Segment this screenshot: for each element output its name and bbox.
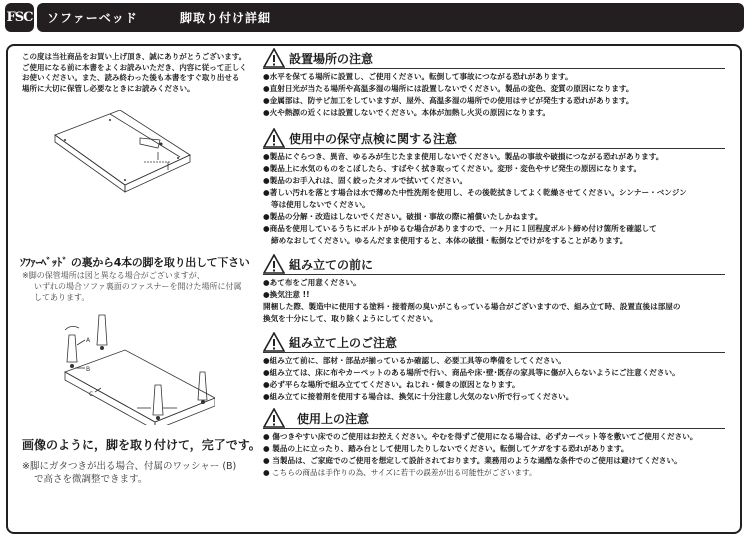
page-title: 脚取り付け詳細	[180, 11, 272, 25]
caution-item: ●製品の分解・改造はしないでください。破損・事故の際に補償いたしかねます。	[263, 212, 543, 221]
caution-item: ●著しい汚れを落とす場合は水で薄めた中性洗剤を使用し、その後乾拭きしてよく乾燥させてください。シンナー・ベンジン	[263, 188, 687, 197]
intro-line: ご使用になる前に本書をよくお読みいただき、内容に従って正しく	[22, 62, 247, 72]
completion-note	[22, 460, 262, 486]
header-bar	[37, 3, 744, 32]
caution-item: ●必ず平らな場所で組み立ててください。ねじれ・傾きの原因となります。	[263, 380, 520, 389]
caution-item-cont: 締めなおしてください。ゆるんだまま使用すると、本体の破損・転倒などでけがをすることがあります。	[271, 236, 628, 245]
sofa-underside-illustration	[40, 110, 200, 210]
caution-item: ●組み立てに接着剤を使用する場合は、換気に十分注意し火気のない所で行ってください。	[263, 392, 574, 401]
intro-line: お使いください。また、読み終わった後も本書をすぐ取り出せる	[22, 73, 240, 82]
caution-item: ●組み立ては、床に布やカーペットのある場所で行い、商品や床･壁･既存の家具等に傷が入らないようにご注意ください。	[263, 368, 680, 377]
intro-line: この度は当社商品をお買い上げ頂き、誠にありがとうございます。	[22, 52, 247, 61]
warning-icon	[263, 408, 285, 428]
caution-item: ●組み立て前に、部材・部品が揃っているか確認し、必要工具等の準備をしてください。	[263, 356, 566, 365]
note-line: で高さを微調整できます。	[34, 474, 148, 485]
caution-item: ● 傷つきやすい床でのご使用はお控えください。やむを得ずご使用になる場合は、必ずカーペット等を敷いてご使用ください。	[263, 432, 698, 441]
caution-item: ●直射日光が当たる場所や高温多湿の場所には設置しないでください。製品の変色、変質の原因になります。	[263, 84, 634, 93]
caution-item: ● 当製品は、ご家庭でのご使用を想定して設計されております。業務用のような過酷な条件でのご使用は避けてください。	[263, 456, 682, 465]
intro-line: 場所に大切に保管し必要なときにお読みください。	[22, 83, 195, 93]
section-title: 使用上の注意	[297, 412, 370, 426]
caution-item: ● 製品の上に立ったり、踏み台として使用したりしないでください。転倒してケガをする恐れがあります。	[263, 444, 629, 453]
warning-icon	[263, 128, 285, 148]
label-b: B	[86, 366, 91, 373]
brand-logo: FSC	[5, 3, 34, 32]
caution-item: ● こちらの商品は手作りの為、サイズに若干の誤差が出る可能性がございます。	[263, 468, 537, 477]
note-line: ※脚にガタつきが出る場合、付属のワッシャー (B)	[22, 461, 237, 472]
label-c: C	[89, 391, 94, 398]
section-title: 組み立て上のご注意	[289, 336, 398, 350]
note-line: してあります。	[34, 293, 90, 302]
caution-item: ●水平を保てる場所に設置し、ご使用ください。転倒して事故につながる恐れがあります。	[263, 72, 573, 81]
caution-item: ●製品上に水気のものをこぼしたら、すばやく拭き取ってください。変形・変色やサビ発生の原因になります。	[263, 164, 642, 173]
caution-item: ●火や熱源の近くには設置しないでください。本体が加熱し火災の原因になります。	[263, 108, 550, 117]
section-installation	[263, 46, 725, 119]
caution-item: ●製品にぐらつき、異音、ゆるみが生じたまま使用しないでください。製品の事故や破損につながる恐れがあります。	[263, 152, 664, 161]
leg-attachment-illustration	[55, 310, 215, 425]
label-a: A	[86, 337, 91, 344]
caution-item: 換気を十分にして、取り除くようにしてください。	[263, 314, 438, 323]
section-before-assembly	[263, 252, 725, 325]
warning-icon	[263, 48, 285, 68]
section-title: 設置場所の注意	[289, 52, 374, 66]
caution-item: ●製品のお手入れは、固く絞ったタオルで拭いてください。	[263, 176, 468, 185]
caution-item: ●換気注意 !!	[263, 290, 310, 299]
section-maintenance	[263, 126, 725, 247]
caution-item: ●あて布をご用意ください。	[263, 278, 361, 287]
section-usage-cautions	[263, 406, 725, 479]
note-line: いずれの場合ソファ裏面のファスナーを開けた場所に付属	[34, 282, 242, 291]
section-assembly-cautions	[263, 330, 725, 403]
product-name: ソファーベッド	[47, 11, 138, 25]
section-title: 使用中の保守点検に関する注意	[289, 132, 458, 146]
completion-title: 画像のように，脚を取り付けて，完了です。	[22, 438, 261, 452]
caution-item-cont: 等は使用しないでください。	[271, 200, 370, 209]
warning-icon	[263, 332, 285, 352]
warning-icon	[263, 254, 285, 274]
step1-title: ｿﾌｧｰﾍﾞｯﾄﾞ の裏から4本の脚を取り出して下さい	[20, 256, 250, 269]
intro-block	[22, 52, 262, 94]
section-title: 組み立ての前に	[289, 258, 374, 272]
caution-item: ●金属部は、防サビ加工をしていますが、屋外、高温多湿の場所での使用はサビが発生する恐れがあります。	[263, 96, 634, 105]
caution-item: 開梱した際、製造中に使用する塗料・接着剤の臭いがこもっている場合がございますので、組み立て時、設置直後は部屋の	[263, 302, 681, 311]
step1-note	[22, 270, 262, 303]
caution-item: ●商品を使用しているうちにボルトがゆるむ場合がありますので、一ヶ月に１回程度ボルト締め付け箇所を確認して	[263, 224, 657, 233]
note-line: ※脚の保管場所は図と異なる場合がございますが、	[22, 271, 205, 280]
